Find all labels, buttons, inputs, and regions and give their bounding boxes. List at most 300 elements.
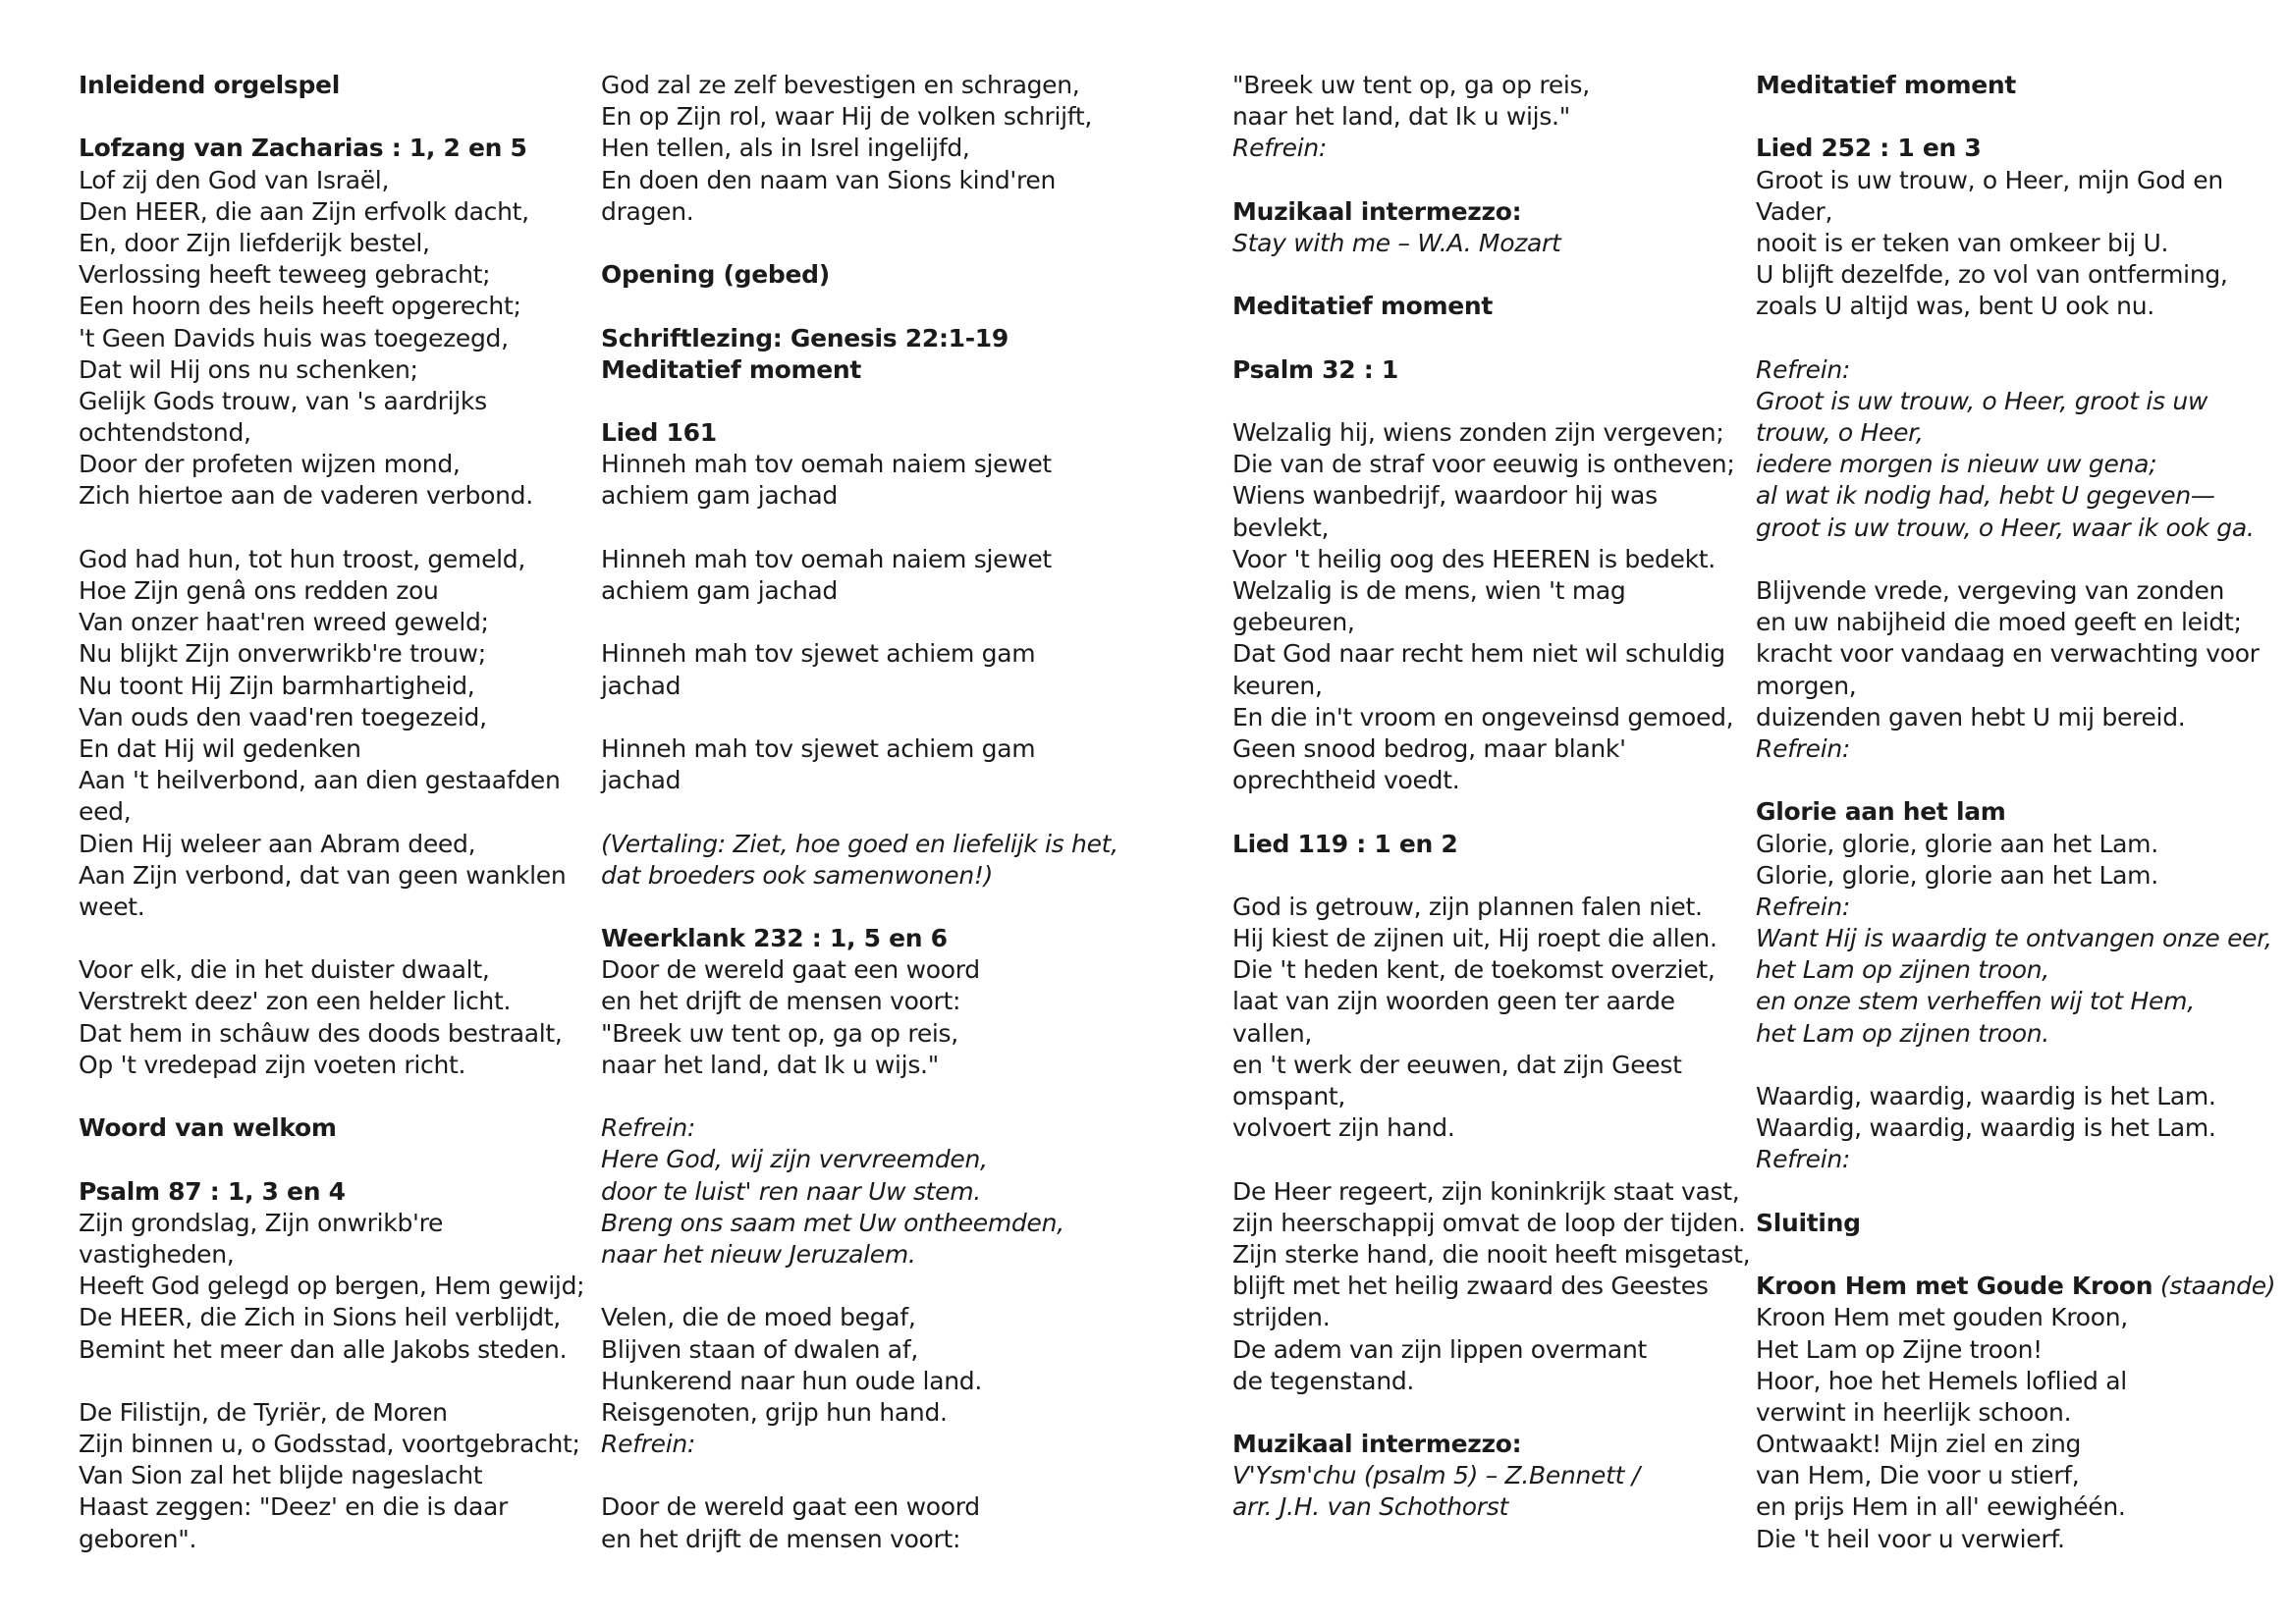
line-text: Psalm 87 : 1, 3 en 4 — [79, 1176, 346, 1206]
spacer — [601, 513, 1092, 544]
text-line — [1232, 1366, 1723, 1397]
text-line — [1756, 607, 2247, 638]
line-text: en uw nabijheid die moed geeft en leidt; — [1756, 608, 2242, 637]
text-line — [601, 1524, 1092, 1555]
text-line — [1756, 638, 2260, 670]
text-line — [79, 607, 570, 638]
spacer — [79, 923, 570, 954]
italic-line — [601, 1176, 1092, 1208]
text-line — [79, 765, 570, 796]
line-text: het Lam op zijnen troon, — [1756, 955, 2049, 985]
spacer — [601, 386, 1092, 417]
text-line — [601, 70, 1092, 101]
line-text: Refrein: — [1756, 733, 1851, 763]
text-line — [601, 1334, 1092, 1366]
line-text: naar het land, dat Ik u wijs." — [1232, 102, 1570, 132]
line-text: Groot is uw trouw, o Heer, groot is uw — [1756, 386, 2208, 415]
line-text: Door de wereld gaat een woord — [601, 1492, 980, 1522]
line-text: Welzalig hij, wiens zonden zijn vergeven; — [1232, 418, 1724, 448]
italic-line — [601, 1208, 1092, 1239]
line-text: Muzikaal intermezzo: — [1232, 196, 1522, 226]
line-text: Zijn binnen u, o Godsstad, voortgebracht; — [79, 1430, 580, 1459]
line-text: Hinneh mah tov sjewet achiem gam — [601, 639, 1036, 669]
text-line — [601, 133, 1092, 164]
line-text: Hunkerend naar hun oude land. — [601, 1366, 982, 1395]
line-text: jachad — [601, 766, 681, 795]
line-text: naar het land, dat Ik u wijs." — [601, 1050, 939, 1079]
line-text: Voor 't heilig oog des HEEREN is bedekt. — [1232, 544, 1716, 573]
line-text: bevlekt, — [1232, 513, 1330, 542]
line-text: nooit is er teken van omkeer bij U. — [1756, 228, 2169, 257]
line-text: Het Lam op Zijne troon! — [1756, 1334, 2043, 1364]
text-line — [79, 1271, 585, 1302]
text-line — [79, 892, 570, 923]
line-text: van Hem, Die voor u stierf, — [1756, 1461, 2080, 1490]
text-line — [1232, 1271, 1723, 1302]
line-text: De adem van zijn lippen overmant — [1232, 1334, 1647, 1364]
text-line — [1756, 860, 2247, 892]
spacer — [1756, 323, 2247, 354]
line-text: Meditatief moment — [1756, 71, 2017, 99]
text-line — [79, 1524, 570, 1555]
line-text: Den HEER, die aan Zijn erfvolk dacht, — [79, 196, 529, 226]
text-line — [1756, 1460, 2247, 1491]
italic-line — [601, 1144, 1092, 1175]
spacer — [79, 1081, 570, 1112]
line-text: Want Hij is waardig te ontvangen onze eer, — [1756, 924, 2272, 953]
line-text: Breng ons saam met Uw ontheemden, — [601, 1208, 1064, 1237]
line-text: Bemint het meer dan alle Jakobs steden. — [79, 1334, 568, 1364]
spacer — [1232, 1397, 1723, 1429]
line-text: Geen snood bedrog, maar blank' — [1232, 733, 1626, 763]
text-line — [601, 196, 1092, 228]
section-heading — [601, 354, 1092, 386]
line-text: Stay with me – W.A. Mozart — [1232, 228, 1561, 257]
italic-line — [1756, 386, 2247, 417]
column-4 — [1756, 70, 2276, 1555]
line-text: verwint in heerlijk schoon. — [1756, 1397, 2072, 1427]
line-text: Hen tellen, als in Isrel ingelijfd, — [601, 134, 970, 163]
section-heading — [1756, 1208, 2247, 1239]
line-text: Welzalig is de mens, wien 't mag — [1232, 576, 1626, 605]
text-line — [1232, 513, 1723, 544]
italic-line — [1232, 228, 1723, 259]
text-line — [601, 1018, 1092, 1050]
spacer — [601, 1460, 1092, 1491]
line-text: groot is uw trouw, o Heer, waar ik ook ga. — [1756, 513, 2255, 542]
text-line — [601, 954, 1092, 986]
text-line — [79, 449, 570, 480]
text-line — [1756, 291, 2247, 322]
text-line — [79, 417, 570, 449]
spacer — [601, 892, 1092, 923]
line-text: De Filistijn, de Tyriër, de Moren — [79, 1397, 448, 1427]
text-line — [1756, 671, 2247, 702]
line-text: Here God, wij zijn vervreemden, — [601, 1145, 988, 1174]
line-text: Glorie, glorie, glorie aan het Lam. — [1756, 860, 2158, 890]
text-line — [1232, 1334, 1723, 1366]
text-line — [1232, 923, 1723, 954]
line-text: Vader, — [1756, 196, 1833, 226]
text-line — [601, 1050, 1092, 1081]
text-line — [601, 986, 1092, 1017]
text-line — [79, 228, 570, 259]
line-text: Opening (gebed) — [601, 260, 830, 290]
text-line — [601, 671, 1092, 702]
spacer — [1232, 165, 1723, 196]
text-line — [79, 1334, 570, 1366]
spacer — [601, 1081, 1092, 1112]
line-text: Ontwaakt! Mijn ziel en zing — [1756, 1430, 2082, 1459]
spacer — [1232, 259, 1723, 291]
text-line — [1232, 417, 1723, 449]
line-text: Hinneh mah tov oemah naiem sjewet — [601, 450, 1052, 479]
line-text: En die in't vroom en ongeveinsd gemoed, — [1232, 702, 1734, 731]
text-line — [79, 259, 570, 291]
section-heading — [601, 259, 1092, 291]
italic-line — [1756, 1018, 2247, 1050]
text-line — [1232, 70, 1723, 101]
line-text: Waardig, waardig, waardig is het Lam. — [1756, 1113, 2216, 1143]
line-text: zijn heerschappij omvat de loop der tijden. — [1232, 1208, 1746, 1237]
text-line — [1756, 196, 2247, 228]
section-heading — [1232, 291, 1723, 322]
line-text: Lof zij den God van Israël, — [79, 165, 390, 194]
text-line — [601, 765, 1092, 796]
line-text: Lied 119 : 1 en 2 — [1232, 829, 1458, 858]
line-text: God zal ze zelf bevestigen en schragen, — [601, 71, 1080, 99]
text-line — [79, 796, 570, 828]
line-text: trouw, o Heer, — [1756, 418, 1924, 448]
italic-line — [601, 1239, 1092, 1271]
spacer — [1756, 765, 2247, 796]
italic-line — [1756, 986, 2247, 1017]
line-text: 't Geen Davids huis was toegezegd, — [79, 323, 509, 352]
text-line — [1756, 829, 2247, 860]
line-text: Van onzer haat'ren wreed geweld; — [79, 608, 489, 637]
line-text: Gelijk Gods trouw, van 's aardrijks — [79, 386, 487, 415]
line-text: omspant, — [1232, 1082, 1346, 1110]
column-1 — [79, 70, 585, 1555]
spacer — [1756, 1239, 2247, 1271]
text-line — [1232, 480, 1723, 512]
line-text: Verlossing heeft teweeg gebracht; — [79, 260, 491, 290]
text-line — [79, 480, 570, 512]
text-line — [1756, 575, 2247, 607]
text-line — [1756, 1334, 2247, 1366]
spacer — [1756, 544, 2247, 575]
line-text: En op Zijn rol, waar Hij de volken schrijft, — [601, 102, 1093, 132]
section-heading — [1756, 796, 2247, 828]
line-text: zoals U altijd was, bent U ook nu. — [1756, 292, 2154, 321]
line-text: Door der profeten wijzen mond, — [79, 450, 461, 479]
text-line — [1756, 702, 2247, 733]
italic-line — [1756, 954, 2247, 986]
italic-line — [601, 829, 1118, 860]
line-text: Aan 't heilverbond, aan dien gestaafden — [79, 766, 561, 795]
line-text: Kroon Hem met gouden Kroon, — [1756, 1303, 2128, 1332]
spacer — [1232, 1144, 1723, 1175]
line-text: Van Sion zal het blijde nageslacht — [79, 1461, 483, 1490]
line-text: en 't werk der eeuwen, dat zijn Geest — [1232, 1050, 1682, 1079]
text-line — [79, 1018, 570, 1050]
italic-line — [1232, 1460, 1723, 1491]
text-line — [79, 196, 570, 228]
line-text: God is getrouw, zijn plannen falen niet. — [1232, 892, 1703, 921]
line-text: vallen, — [1232, 1018, 1313, 1048]
text-line — [79, 671, 570, 702]
text-line — [79, 1302, 570, 1333]
text-line — [601, 449, 1092, 480]
line-text: arr. J.H. van Schothorst — [1232, 1492, 1508, 1522]
line-text: Waardig, waardig, waardig is het Lam. — [1756, 1082, 2216, 1110]
italic-line — [601, 1429, 1092, 1460]
text-line — [1232, 1176, 1740, 1208]
text-line — [1232, 638, 1723, 670]
line-text: Glorie aan het lam — [1756, 797, 2006, 827]
text-line — [601, 1397, 1092, 1429]
italic-line — [1756, 1144, 2247, 1175]
spacer — [601, 291, 1092, 322]
line-text: duizenden gaven hebt U mij bereid. — [1756, 702, 2186, 731]
line-text: Een hoorn des heils heeft opgerecht; — [79, 292, 521, 321]
text-line — [601, 1302, 1092, 1333]
line-text: keuren, — [1232, 671, 1323, 700]
line-text: Refrein: — [601, 1430, 696, 1459]
text-line — [79, 544, 570, 575]
text-line — [1756, 1397, 2247, 1429]
line-text: En, door Zijn liefderijk bestel, — [79, 228, 430, 257]
line-text: Psalm 32 : 1 — [1232, 354, 1398, 384]
line-text: Hoe Zijn genâ ons redden zou — [79, 576, 439, 605]
line-text: Zijn grondslag, Zijn onwrikb're — [79, 1208, 444, 1237]
line-text: Meditatief moment — [1232, 292, 1494, 321]
text-line — [1232, 1081, 1723, 1112]
text-line — [1232, 765, 1723, 796]
text-line — [79, 733, 570, 765]
line-text: Dat wil Hij ons nu schenken; — [79, 354, 418, 384]
line-text: Blijvende vrede, vergeving van zonden — [1756, 576, 2225, 605]
section-heading — [1232, 354, 1723, 386]
text-line — [1232, 1112, 1723, 1144]
line-text: Kroon Hem met Goude Kroon — [1756, 1272, 2153, 1301]
line-text: kracht voor vandaag en verwachting voor — [1756, 639, 2260, 669]
line-text: Schriftlezing: Genesis 22:1-19 — [601, 323, 1008, 352]
text-line — [1232, 544, 1723, 575]
line-text: ochtendstond, — [79, 418, 251, 448]
line-text: geboren". — [79, 1524, 197, 1553]
line-text: en prijs Hem in all' eewighéén. — [1756, 1492, 2126, 1522]
section-heading — [1232, 829, 1723, 860]
text-line — [1756, 1524, 2247, 1555]
spacer — [1756, 1176, 2247, 1208]
section-heading — [1756, 133, 2247, 164]
line-text: Nu toont Hij Zijn barmhartigheid, — [79, 671, 475, 700]
line-text: Woord van welkom — [79, 1113, 337, 1143]
line-text: laat van zijn woorden geen ter aarde — [1232, 987, 1675, 1016]
text-line — [601, 575, 1092, 607]
spacer — [601, 607, 1092, 638]
section-heading — [1756, 70, 2247, 101]
text-line — [79, 354, 570, 386]
line-text: door te luist' ren naar Uw stem. — [601, 1176, 981, 1206]
text-line — [79, 638, 570, 670]
spacer — [1232, 386, 1723, 417]
line-text: Heeft God gelegd op bergen, Hem gewijd; — [79, 1272, 585, 1301]
spacer — [601, 702, 1092, 733]
line-text: Die 't heil voor u verwierf. — [1756, 1524, 2065, 1553]
text-line — [79, 829, 570, 860]
italic-line — [1756, 892, 2247, 923]
line-text: Velen, die de moed begaf, — [601, 1303, 916, 1332]
italic-line — [1756, 733, 2247, 765]
section-heading — [1232, 1429, 1723, 1460]
line-text: Dien Hij weleer aan Abram deed, — [79, 829, 476, 858]
line-text: Op 't vredepad zijn voeten richt. — [79, 1050, 466, 1079]
line-text: en het drijft de mensen voort: — [601, 987, 961, 1016]
italic-line — [1756, 923, 2272, 954]
text-line — [1232, 1302, 1723, 1333]
text-line — [1756, 228, 2247, 259]
line-text: Die van de straf voor eeuwig is ontheven; — [1232, 450, 1735, 479]
section-heading — [79, 1112, 570, 1144]
text-line — [79, 1050, 570, 1081]
line-text: U blijft dezelfde, zo vol van ontferming, — [1756, 260, 2228, 290]
line-text: dragen. — [601, 196, 694, 226]
text-line — [1232, 1239, 1751, 1271]
italic-line — [601, 1112, 1092, 1144]
text-line — [1232, 575, 1723, 607]
section-heading — [601, 323, 1092, 354]
line-text: gebeuren, — [1232, 608, 1355, 637]
text-line — [79, 1397, 570, 1429]
text-line — [601, 1366, 1092, 1397]
line-text: Haast zeggen: "Deez' en die is daar — [79, 1492, 509, 1522]
text-line — [79, 860, 570, 892]
spacer — [601, 228, 1092, 259]
line-text: Hinneh mah tov sjewet achiem gam — [601, 733, 1036, 763]
text-line — [79, 954, 570, 986]
line-text: En doen den naam van Sions kind'ren — [601, 165, 1057, 194]
italic-line — [1756, 513, 2255, 544]
italic-line — [1756, 480, 2247, 512]
spacer — [601, 796, 1092, 828]
line-text: En dat Hij wil gedenken — [79, 733, 361, 763]
line-text: en het drijft de mensen voort: — [601, 1524, 961, 1553]
column-2 — [601, 70, 1118, 1555]
text-line — [601, 544, 1092, 575]
line-text: Lofzang van Zacharias : 1, 2 en 5 — [79, 134, 527, 163]
text-line — [79, 575, 570, 607]
line-text: het Lam op zijnen troon. — [1756, 1018, 2049, 1048]
line-text: De HEER, die Zich in Sions heil verblijdt, — [79, 1303, 561, 1332]
text-line — [601, 480, 1092, 512]
line-text: strijden. — [1232, 1303, 1331, 1332]
text-line — [1232, 986, 1723, 1017]
text-line — [79, 291, 570, 322]
spacer — [79, 1366, 570, 1397]
line-text: "Breek uw tent op, ga op reis, — [601, 1018, 958, 1048]
line-text: dat broeders ook samenwonen!) — [601, 860, 994, 890]
line-text: Dat God naar recht hem niet wil schuldig — [1232, 639, 1725, 669]
text-line — [1232, 702, 1734, 733]
text-line — [79, 1239, 570, 1271]
spacer — [1232, 323, 1723, 354]
line-text: Refrein: — [601, 1113, 696, 1143]
text-line — [601, 165, 1092, 196]
spacer — [1232, 796, 1723, 828]
line-text: Reisgenoten, grijp hun hand. — [601, 1397, 948, 1427]
line-text: Meditatief moment — [601, 354, 862, 384]
line-text: Inleidend orgelspel — [79, 71, 340, 99]
text-line — [79, 1429, 580, 1460]
section-heading — [601, 923, 1092, 954]
italic-line — [1756, 354, 2247, 386]
text-line — [1756, 259, 2247, 291]
line-text: achiem gam jachad — [601, 576, 838, 605]
line-text: Refrein: — [1756, 1145, 1851, 1174]
section-heading — [79, 1176, 570, 1208]
line-text: achiem gam jachad — [601, 481, 838, 511]
line-text: oprechtheid voedt. — [1232, 766, 1460, 795]
line-text: Refrein: — [1232, 134, 1328, 163]
text-line — [1756, 165, 2247, 196]
text-line — [601, 101, 1092, 133]
line-text: iedere morgen is nieuw uw gena; — [1756, 450, 2157, 479]
text-line — [1756, 1302, 2247, 1333]
section-heading — [1232, 196, 1723, 228]
text-line — [1232, 607, 1723, 638]
italic-line — [1232, 1491, 1723, 1523]
line-text: Hoor, hoe het Hemels loflied al — [1756, 1366, 2127, 1395]
line-text: Groot is uw trouw, o Heer, mijn God en — [1756, 165, 2223, 194]
line-text: De Heer regeert, zijn koninkrijk staat vast, — [1232, 1176, 1740, 1206]
line-text: Nu blijkt Zijn onverwrikb're trouw; — [79, 639, 486, 669]
line-text: Door de wereld gaat een woord — [601, 955, 980, 985]
column-3 — [1232, 70, 1751, 1524]
line-text: Van ouds den vaad'ren toegezeid, — [79, 702, 487, 731]
line-text: Die 't heden kent, de toekomst overziet, — [1232, 955, 1716, 985]
line-text: Zich hiertoe aan de vaderen verbond. — [79, 481, 533, 511]
text-line — [79, 323, 570, 354]
text-line — [1756, 1081, 2247, 1112]
line-text: naar het nieuw Jeruzalem. — [601, 1239, 916, 1269]
spacer — [79, 1144, 570, 1175]
line-text: volvoert zijn hand. — [1232, 1113, 1455, 1143]
line-text: blijft met het heilig zwaard des Geestes — [1232, 1272, 1709, 1301]
italic-line — [1232, 133, 1723, 164]
line-text: Hinneh mah tov oemah naiem sjewet — [601, 544, 1052, 573]
section-heading — [1756, 1271, 2276, 1302]
line-text: Weerklank 232 : 1, 5 en 6 — [601, 924, 948, 953]
section-heading — [79, 133, 570, 164]
text-line — [1756, 1429, 2247, 1460]
line-text: Wiens wanbedrijf, waardoor hij was — [1232, 481, 1658, 511]
line-text: Muzikaal intermezzo: — [1232, 1430, 1522, 1459]
line-text: Aan Zijn verbond, dat van geen wanklen — [79, 860, 567, 890]
line-text: Glorie, glorie, glorie aan het Lam. — [1756, 829, 2158, 858]
line-text: vastigheden, — [79, 1239, 235, 1269]
text-line — [1232, 733, 1723, 765]
line-text: Dat hem in schâuw des doods bestraalt, — [79, 1018, 563, 1048]
line-text: Lied 161 — [601, 418, 717, 448]
text-line — [1232, 954, 1723, 986]
text-line — [601, 1491, 1092, 1523]
line-text: Hij kiest de zijnen uit, Hij roept die allen. — [1232, 924, 1717, 953]
line-text: Voor elk, die in het duister dwaalt, — [79, 955, 490, 985]
text-line — [1232, 1018, 1723, 1050]
section-heading — [79, 70, 570, 101]
